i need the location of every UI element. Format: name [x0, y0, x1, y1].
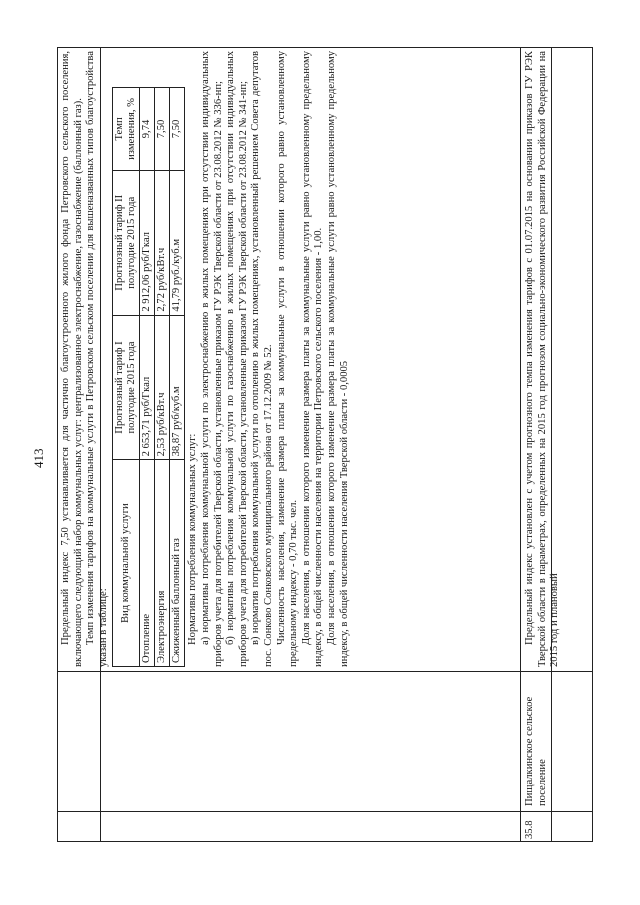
paragraph-pishchalkinskoe: Предельный индекс установлен с учетом прогнозного темпа изменения тарифов с 01.07.2015 на основании приказов ГУ РЭК Тверской области в параметрах, определенных на 2015 год прогнозом социально-экономического развития Российской Федерации на 2015 год и плановый [524, 51, 561, 667]
paragraph-population: Численность населения, изменение размера платы за коммунальные услуги в отношении которого равно установленному предельному индексу - 0,70 тыс. чел. [275, 51, 300, 667]
tariff-cell-h1: 2 653,71 руб/Гкал [140, 315, 155, 460]
tariff-cell-change: 7,50 [155, 88, 170, 171]
paragraph-share-equal: Доля населения, в отношении которого изменение размера платы за коммунальные услуги равно установленному предельному индексу, в общей численности населения на территории Петровского сельского поселения - 1,00. [300, 51, 325, 667]
tariff-row [170, 88, 185, 667]
tariff-header-change: Темп изменения, % [113, 88, 140, 171]
tariff-header-h1: Прогнозный тариф I полугодие 2015 года [113, 315, 140, 460]
page-number: 413 [31, 448, 46, 468]
tariff-cell-change: 7,50 [170, 88, 185, 171]
tariff-row [140, 88, 155, 667]
pishchalkinskoe-text-block [524, 51, 562, 667]
column-divider-2 [57, 671, 593, 672]
paragraph-limit-index: Предельный индекс 7,50 устанавливается для частично благоустроенного жилого фонда Петровского сельского поселения, включающего следующий набор коммунальных услуг: централизованное электроснабжение, газоснабжение (баллонный газ). [60, 51, 84, 667]
table-left-border [57, 841, 593, 842]
tariff-table [112, 87, 185, 667]
tariff-cell-h1: 2,53 руб/кВт.ч [155, 315, 170, 460]
tariff-header-row [113, 88, 140, 667]
tariff-cell-h2: 2,72 руб/кВт.ч [155, 170, 170, 315]
tariff-header-service: Вид коммунальной услуги [113, 460, 140, 667]
tariff-cell-change: 9,74 [140, 88, 155, 171]
tariff-cell-h1: 38,87 руб/куб.м [170, 315, 185, 460]
paragraph-rates-intro: Темп изменения тарифов на коммунальные услуги в Петровском сельском поселении для вышеназванных типов благоустройства указан в таблице: [85, 51, 109, 667]
row-number: 35.8 [524, 820, 535, 839]
tariff-row [155, 88, 170, 667]
paragraph-share-above: Доля населения, в отношении которого изменение размера платы за коммунальные услуги равно установленному предельному индексу, в общей численности населения Тверской области - 0,0005 [325, 51, 350, 667]
tariff-cell-h2: 41,79 руб./куб.м [170, 170, 185, 315]
tariff-cell-service: Сжиженный баллонный газ [170, 460, 185, 667]
petrovskoe-text-block [60, 51, 351, 667]
rotated-page-content [25, 24, 615, 872]
paragraph-norm-b: б) нормативы потребления коммунальной услуги по газоснабжению в жилых помещениях при отсутствии индивидуальных приборов учета для потребителей Тверской области, установленные приказом ГУ РЭК Тверской области от 23.08.2012 № 341-нп; [225, 51, 249, 667]
paragraph-norm-a: а) нормативы потребления коммунальной услуги по электроснабжению в жилых помещениях при отсутствии индивидуальных приборов учета для потребителей Тверской области, установленные приказом ГУ РЭК Тверской области от 23.08.2012 № 336-нп; [199, 51, 224, 667]
table-right-border [57, 47, 593, 48]
row-divider-35-8 [520, 47, 521, 842]
paragraph-norm-c: в) норматив потребления коммунальной услуги по отоплению в жилых помещениях, установленный решением Совета депутатов пос. Сонково Сонковского муниципального района от 17.12.2009 № 52. [250, 51, 274, 667]
column-divider-1 [57, 811, 593, 812]
table-top-border [57, 47, 58, 842]
tariff-cell-h2: 2 912,06 руб/Гкал [140, 170, 155, 315]
settlement-name: Пищалкинское сельское поселение [524, 696, 548, 806]
tariff-header-h2: Прогнозный тариф II полугодие 2015 года [113, 170, 140, 315]
paragraph-norms-heading: Нормативы потребления коммунальных услуг: [187, 433, 199, 645]
table-bottom-border [592, 47, 593, 842]
tariff-cell-service: Отопление [140, 460, 155, 667]
tariff-cell-service: Электроэнергия [155, 460, 170, 667]
